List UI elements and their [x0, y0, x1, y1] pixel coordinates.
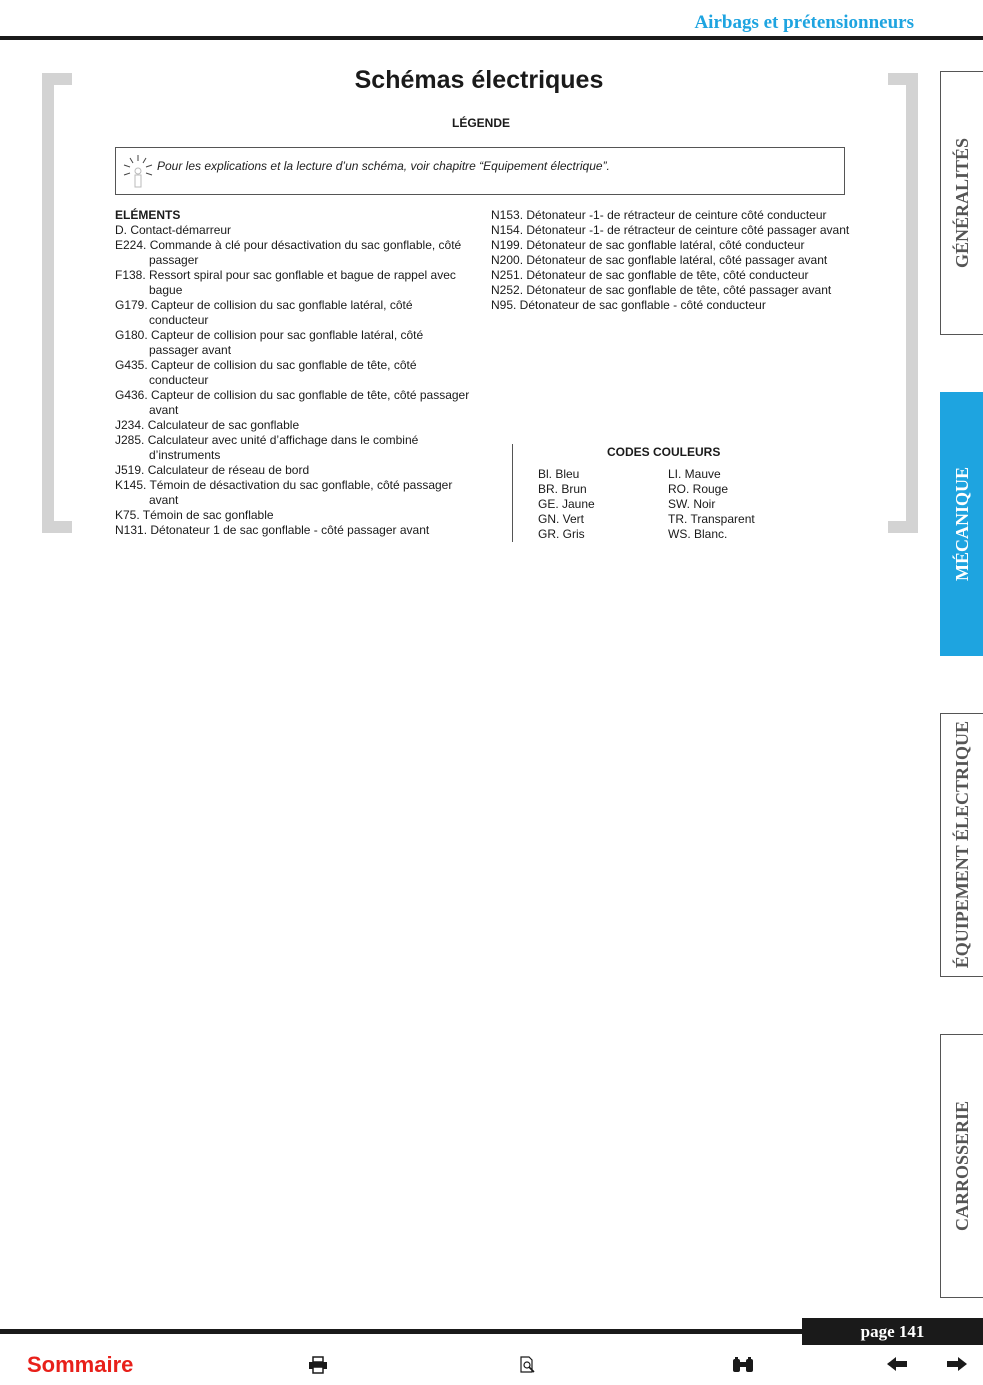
tab-mecanique[interactable] — [940, 392, 983, 656]
zoom-page-icon[interactable] — [519, 1356, 537, 1374]
list-item: K75. Témoin de sac gonflable — [115, 508, 274, 522]
color-codes-divider — [512, 444, 513, 542]
color-code: GN. Vert — [538, 512, 585, 526]
color-code: LI. Mauve — [668, 467, 721, 481]
color-code: WS. Blanc. — [668, 527, 728, 541]
section-title: Airbags et prétensionneurs — [694, 12, 914, 33]
list-item: G179. Capteur de collision du sac gonflable latéral, côté conducteur — [115, 298, 413, 327]
list-item: D. Contact-démarreur — [115, 223, 232, 237]
color-code: TR. Transparent — [668, 512, 755, 526]
list-item: G435. Capteur de collision du sac gonflable de tête, côté conducteur — [115, 358, 417, 387]
list-item: N154. Détonateur -1- de rétracteur de ceinture côté passager avant — [491, 223, 850, 237]
header-rule — [0, 36, 983, 40]
list-item: F138. Ressort spiral pour sac gonflable et bague de rappel avec bague — [115, 268, 456, 297]
legend-title: LÉGENDE — [451, 116, 510, 130]
list-item: N131. Détonateur 1 de sac gonflable - côté passager avant — [115, 523, 430, 537]
elements-list-left — [115, 208, 475, 538]
list-item: J519. Calculateur de réseau de bord — [115, 463, 310, 477]
color-code: GE. Jaune — [538, 497, 595, 511]
color-code: Bl. Bleu — [538, 467, 580, 481]
tab-label: GÉNÉRALITÉS — [951, 137, 972, 269]
page-title: Schémas électriques — [354, 66, 604, 94]
list-item: G436. Capteur de collision du sac gonflable de tête, côté passager avant — [115, 388, 470, 417]
list-item: G180. Capteur de collision pour sac gonflable latéral, côté passager avant — [115, 328, 424, 357]
list-item: N252. Détonateur de sac gonflable de tête, côté passager avant — [491, 283, 832, 297]
arrow-left-icon[interactable] — [886, 1356, 908, 1372]
list-item: N200. Détonateur de sac gonflable latéral, côté passager avant — [491, 253, 828, 267]
tab-label: CARROSSERIE — [951, 1100, 972, 1232]
tab-label: MÉCANIQUE — [951, 466, 972, 581]
note-box — [115, 147, 845, 195]
right-bracket — [888, 73, 918, 533]
color-codes-column-1 — [538, 467, 595, 542]
color-code: GR. Gris — [538, 527, 585, 541]
left-bracket — [42, 73, 72, 533]
color-code: SW. Noir — [668, 497, 716, 511]
page-number: page 141 — [802, 1318, 983, 1345]
color-code: BR. Brun — [538, 482, 587, 496]
color-code: RO. Rouge — [668, 482, 729, 496]
list-item: K145. Témoin de désactivation du sac gonflable, côté passager avant — [115, 478, 453, 507]
note-text: Pour les explications et la lecture d’un schéma, voir chapitre “Equipement électrique”. — [157, 159, 610, 173]
arrow-right-icon[interactable] — [946, 1356, 968, 1372]
elements-list-right — [491, 208, 861, 313]
color-codes-title: CODES COULEURS — [607, 445, 721, 459]
sommaire-link[interactable]: Sommaire — [27, 1352, 134, 1377]
elements-heading: ELÉMENTS — [115, 208, 181, 222]
list-item: J285. Calculateur avec unité d’affichage dans le combiné d’instruments — [115, 433, 419, 462]
list-item: E224. Commande à clé pour désactivation du sac gonflable, côté passager — [115, 238, 462, 267]
list-item: J234. Calculateur de sac gonflable — [115, 418, 300, 432]
color-codes-column-2 — [668, 467, 755, 542]
tab-equipement-electrique[interactable] — [940, 713, 983, 977]
list-item: N153. Détonateur -1- de rétracteur de ceinture côté conducteur — [491, 208, 827, 222]
lamp-icon — [121, 153, 155, 191]
tab-label: ÉQUIPEMENT ÉLECTRIQUE — [951, 721, 972, 969]
list-item: N199. Détonateur de sac gonflable latéral, côté conducteur — [491, 238, 805, 252]
list-item: N251. Détonateur de sac gonflable de tête, côté conducteur — [491, 268, 809, 282]
tab-carrosserie[interactable] — [940, 1034, 983, 1298]
tab-generalites[interactable] — [940, 71, 983, 335]
list-item: N95. Détonateur de sac gonflable - côté conducteur — [491, 298, 766, 312]
printer-icon[interactable] — [308, 1356, 328, 1374]
binoculars-icon[interactable] — [731, 1356, 755, 1374]
